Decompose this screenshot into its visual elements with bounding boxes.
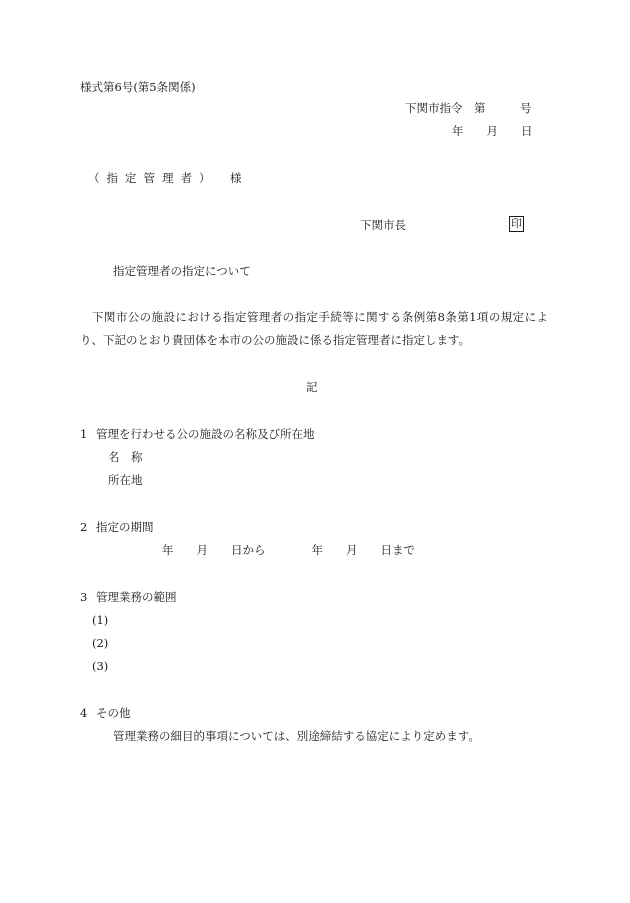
- form-number: 様式第6号(第5条関係): [80, 80, 196, 94]
- subject: 指定管理者の指定について: [113, 264, 251, 278]
- scope-item-2: (2): [92, 636, 109, 650]
- body-line-1: 下関市公の施設における指定管理者の指定手続等に関する条例第8条第1項の規定によ: [92, 310, 548, 324]
- item-number: 1: [80, 427, 88, 441]
- addressee-honorific: 様: [230, 171, 242, 185]
- facility-name-label: 名 称: [108, 450, 143, 464]
- item-heading: 管理業務の範囲: [96, 590, 177, 604]
- other-text: 管理業務の細目的事項については、別途締結する協定により定めます。: [113, 729, 480, 743]
- date-line: 年 月 日: [452, 124, 533, 138]
- item-number: 4: [80, 706, 88, 720]
- scope-item-1: (1): [92, 613, 109, 627]
- item-heading: 指定の期間: [96, 520, 154, 534]
- ki-heading: 記: [306, 380, 318, 394]
- item-heading: 管理を行わせる公の施設の名称及び所在地: [96, 427, 315, 441]
- order-number-line: 下関市指令 第 号: [405, 101, 532, 115]
- item-number: 3: [80, 590, 88, 604]
- sender-title: 下関市長: [360, 218, 406, 232]
- item-heading: その他: [96, 706, 131, 720]
- scope-item-3: (3): [92, 659, 109, 673]
- facility-location-label: 所在地: [108, 473, 143, 487]
- period-line: 年 月 日から 年 月 日まで: [162, 543, 415, 557]
- body-line-2: り、下記のとおり貴団体を本市の公の施設に係る指定管理者に指定します。: [80, 333, 471, 347]
- addressee-name: （指定管理者）: [88, 171, 218, 185]
- seal-stamp: 印: [511, 217, 522, 230]
- item-number: 2: [80, 520, 88, 534]
